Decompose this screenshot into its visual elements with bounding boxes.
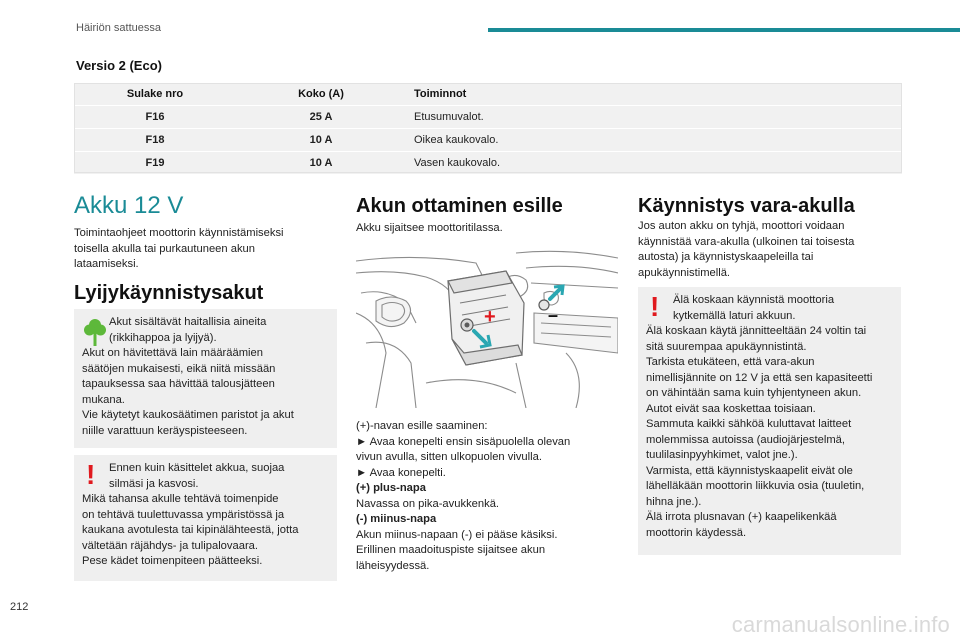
text-line: on tehtävä tuulettuvassa ympäristössä ja — [82, 508, 285, 521]
page-number: 212 — [10, 601, 29, 613]
fuse-table — [74, 83, 902, 175]
text-line: Tarkista etukäteen, että vara-akun — [646, 356, 815, 368]
text-line: säätöjen mukaisesti, eikä niitä missään — [82, 362, 276, 375]
battery-title: Akku 12 V — [74, 192, 184, 219]
text-line: Erillinen maadoituspiste sijaitsee akun — [356, 544, 546, 556]
text-line: apukäynnistimellä. — [638, 266, 731, 279]
fuse-function: Etusumuvalot. — [406, 106, 902, 129]
battery-intro — [74, 226, 284, 273]
warning-icon: ! — [86, 459, 96, 490]
text-line: Autot eivät saa koskettaa toisiaan. — [646, 402, 816, 415]
text-line: toisella akulla tai purkautuneen akun — [74, 242, 255, 255]
text-line: moottorin käydessä. — [646, 526, 747, 539]
text-line: Akut sisältävät haitallisia aineita — [109, 316, 267, 328]
text-line: (+) plus-napa — [356, 482, 426, 494]
text-line: Älä koskaan käynnistä moottoria — [673, 294, 835, 306]
fuse-function: Oikea kaukovalo. — [406, 129, 902, 152]
tree-eco-icon — [84, 317, 106, 347]
fuse-number: F19 — [74, 152, 236, 175]
text-line: (rikkihappoa ja lyijyä). — [109, 331, 217, 344]
text-line: Vie käytetyt kaukosäätimen paristot ja akut — [82, 409, 294, 421]
table-row — [74, 106, 902, 129]
text-line: läheisyydessä. — [356, 559, 430, 572]
column-header: Toiminnot — [406, 83, 902, 106]
text-line: vivun avulla, sitten ulkopuolen vivulla. — [356, 451, 542, 463]
battery-access-title: Akun ottaminen esille — [356, 195, 563, 217]
text-line: Mikä tahansa akulle tehtävä toimenpide — [82, 493, 279, 505]
text-line: Varmista, että käynnistyskaapelit eivät ole — [646, 464, 853, 477]
text-line: Akun miinus-napaan (-) ei pääse käsiksi. — [356, 528, 558, 541]
text-line: Sammuta kaikki sähköä kuluttavat laitteet — [646, 418, 852, 430]
minus-terminal-label: – — [548, 305, 559, 325]
text-line: Akut on hävitettävä lain määräämien — [82, 347, 263, 359]
text-line: vältetään räjähdys- ja tulipalovaara. — [82, 539, 258, 552]
fuse-function: Vasen kaukovalo. — [406, 152, 902, 175]
text-line: sitä suurempaa apukäynnistintä. — [646, 340, 807, 353]
warning-icon: ! — [650, 291, 660, 322]
text-line: molemmissa autoissa (audiojärjestelmä, — [646, 433, 845, 446]
text-line: Älä irrota plusnavan (+) kaapelikenkää — [646, 511, 837, 523]
fuse-number: F18 — [74, 129, 236, 152]
jump-start-warning — [638, 287, 901, 555]
text-line: lähelläkään moottorin liikkuvia osia (tuuletin, — [646, 480, 865, 492]
text-line: nimellisjännite on 12 V ja että sen kapasiteetti — [646, 371, 873, 384]
text-line: ► Avaa konepelti. — [356, 466, 446, 479]
text-line: Pese kädet toimenpiteen päätteeksi. — [82, 555, 263, 567]
text-line: kytkemällä laturi akkuun. — [673, 309, 796, 322]
battery-access-steps — [356, 419, 570, 574]
plus-terminal-label: + — [484, 306, 496, 328]
battery-location-text: Akku sijaitsee moottoritilassa. — [356, 222, 503, 234]
text-line: mukana. — [82, 393, 125, 406]
text-line: on vähintään sama kuin tyhjentyneen akun. — [646, 387, 862, 399]
text-line: niille varattuun keräyspisteeseen. — [82, 424, 248, 437]
text-line: kaukana avotulesta tai kipinälähteestä, jotta — [82, 524, 299, 536]
text-line: tuulilasinpyyhkimet, valot jne.). — [646, 449, 798, 461]
text-line: Älä koskaan käytä jännitteeltään 24 voltin tai — [646, 325, 867, 337]
environment-note — [74, 309, 337, 448]
text-line: Jos auton akku on tyhjä, moottori voidaan — [638, 220, 845, 232]
lead-acid-title: Lyijykäynnistysakut — [74, 282, 264, 304]
text-line: (-) miinus-napa — [356, 513, 437, 525]
text-line: (+)-navan esille saaminen: — [356, 420, 488, 432]
text-line: lataamiseksi. — [74, 258, 139, 270]
text-line: silmäsi ja kasvosi. — [109, 477, 199, 490]
fuse-table-header-row — [74, 83, 902, 106]
text-line: Toimintaohjeet moottorin käynnistämiseksi — [74, 227, 284, 239]
header-accent-bar — [488, 28, 960, 32]
fuse-size: 10 A — [236, 129, 406, 152]
text-line: Ennen kuin käsittelet akkua, suojaa — [109, 462, 285, 474]
table-row — [74, 152, 902, 175]
text-line: tapauksessa saa hävittää talousjätteen — [82, 378, 275, 390]
fuse-size: 25 A — [236, 106, 406, 129]
text-line: ► Avaa konepelti ensin sisäpuolella olevan — [356, 435, 571, 448]
text-line: käynnistää vara-akulla (ulkoinen tai toisesta — [638, 235, 855, 248]
watermark: carmanualsonline.info — [731, 612, 950, 637]
text-line: hihna jne.). — [646, 495, 702, 508]
fuse-table-title: Versio 2 (Eco) — [76, 58, 162, 73]
battery-warning — [74, 455, 337, 581]
jump-start-title: Käynnistys vara-akulla — [638, 195, 855, 217]
fuse-size: 10 A — [236, 152, 406, 175]
text-line: autosta) ja käynnistyskaapeleilla tai — [638, 251, 814, 263]
jump-start-intro — [638, 219, 854, 281]
column-header: Koko (A) — [236, 83, 406, 106]
section-header: Häiriön sattuessa — [76, 22, 161, 34]
fuse-number: F16 — [74, 106, 236, 129]
engine-bay-illustration — [356, 243, 618, 408]
column-header: Sulake nro — [74, 83, 236, 106]
table-row — [74, 129, 902, 152]
text-line: Navassa on pika-avukkenkä. — [356, 497, 500, 510]
